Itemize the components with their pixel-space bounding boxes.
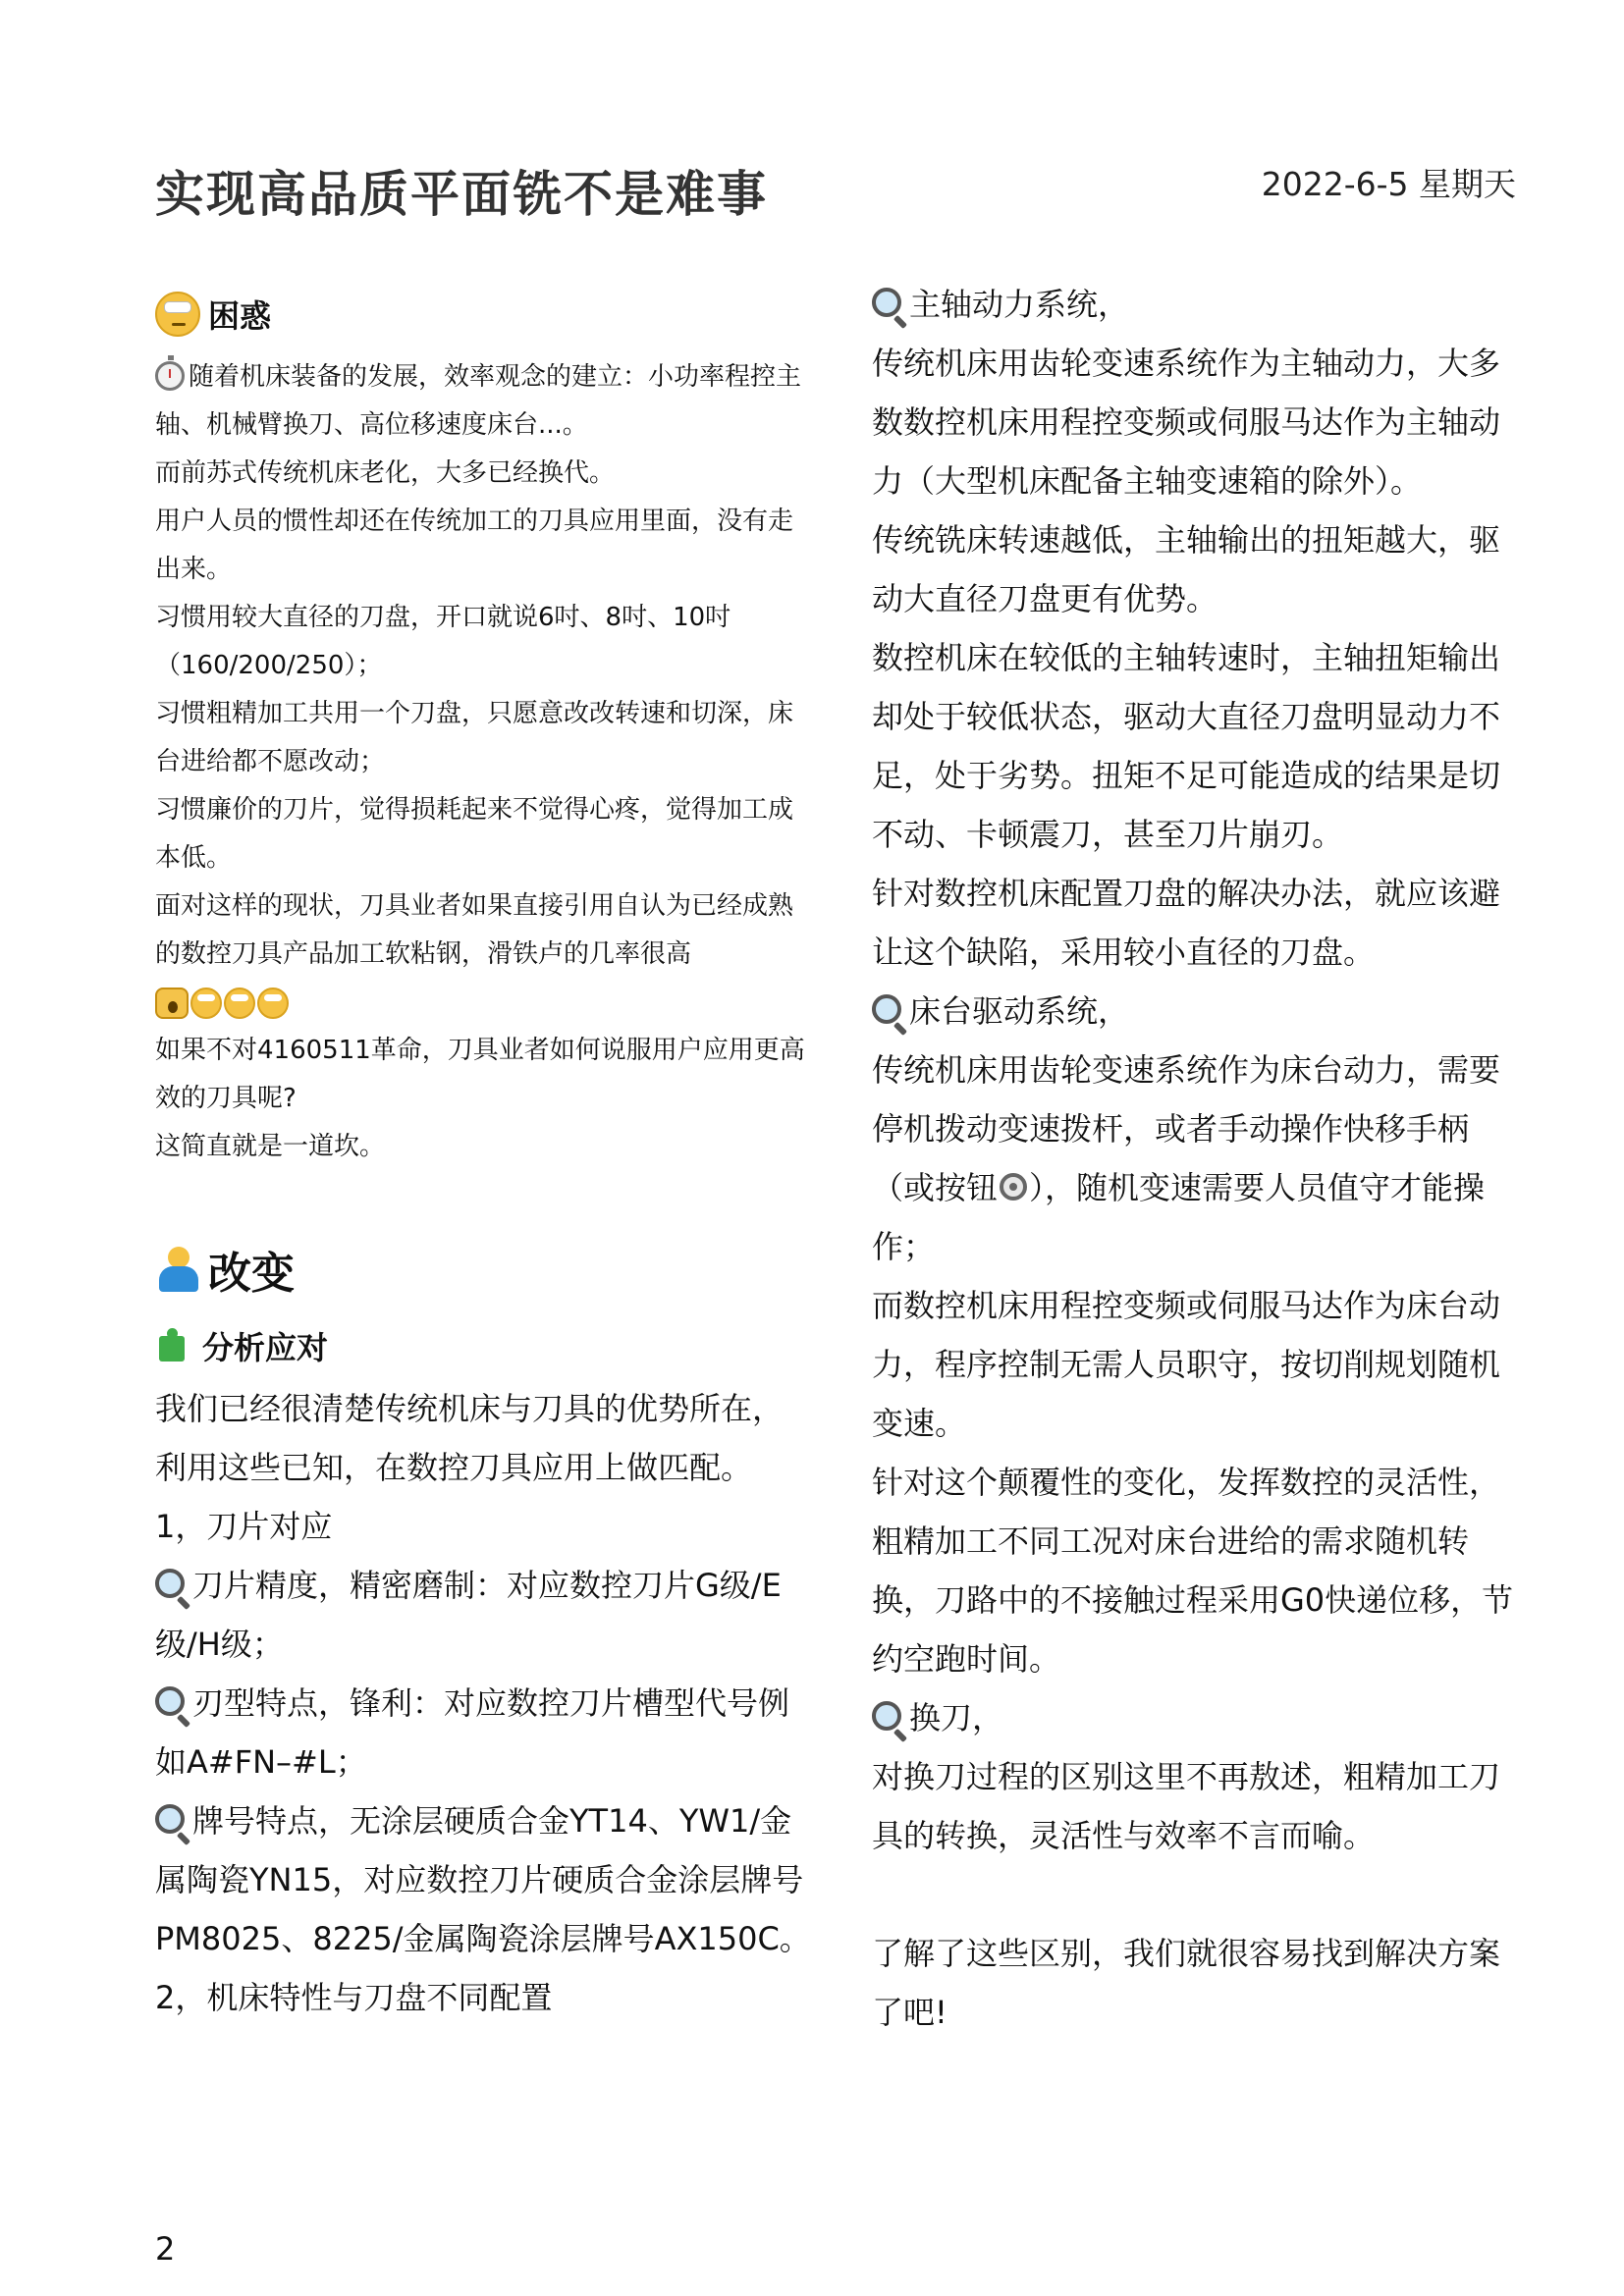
change-heading-label: 改变 <box>208 1249 295 1299</box>
analysis-heading-label: 分析应对 <box>202 1329 329 1366</box>
spindle-paragraph: 传统铣床转速越低，主轴输出的扭矩越大，驱动大直径刀盘更有优势。 <box>872 521 1501 617</box>
spindle-paragraph: 数控机床在较低的主轴转速时，主轴扭矩输出却处于较低状态，驱动大直径刀盘明显动力不足，处于劣势。扭矩不足可能造成的结果是切不动、卡顿震刀，甚至刀片崩刃。 <box>872 639 1501 853</box>
magnifying-glass-icon <box>155 1569 185 1598</box>
analysis-paragraph: 刀片精度，精密磨制：对应数控刀片G级/E级/H级； <box>155 1567 782 1663</box>
table-drive-paragraph: 传统机床用齿轮变速系统作为床台动力，需要停机拨动变速拨杆，或者手动操作快移手柄（或按钮 ），随机变速需要人员值守才能操作； <box>872 1051 1501 1265</box>
section-spacer <box>155 1171 813 1230</box>
magnifying-glass-icon <box>872 1701 901 1731</box>
radio-button-icon <box>1000 1173 1027 1201</box>
page-date: 2022-6-5 星期天 <box>1261 165 1516 203</box>
page-title: 实现高品质平面铣不是难事 <box>155 166 768 223</box>
confusion-paragraph: 随着机床装备的发展，效率观念的建立：小功率程控主轴、机械臂换刀、高位移速度床台...。 <box>155 362 802 440</box>
confusion-paragraph: 面对这样的现状，刀具业者如果直接引用自认为已经成熟的数控刀具产品加工软粘钢，滑铁卢的几率很高 <box>155 891 794 969</box>
section-spacer <box>872 1865 1520 1924</box>
magnifying-glass-icon <box>155 1804 185 1834</box>
confusion-heading <box>155 285 813 344</box>
person-gesturing-no-icon <box>155 1245 202 1294</box>
confusion-paragraph: 习惯廉价的刀片，觉得损耗起来不觉得心疼，觉得加工成本低。 <box>155 795 794 873</box>
confusion-body <box>155 353 813 1171</box>
analysis-paragraph: 1，刀片对应 <box>155 1508 333 1545</box>
table-drive-paragraph: 针对这个颠覆性的变化，发挥数控的灵活性，粗精加工不同工况对床台进给的需求随机转换，刀路中的不接触过程采用G0快递位移，节约空跑时间。 <box>872 1464 1514 1678</box>
spindle-paragraph: 传统机床用齿轮变速系统作为主轴动力，大多数数控机床用程控变频或伺服马达作为主轴动力（大型机床配备主轴变速箱的除外）。 <box>872 345 1501 500</box>
table-drive-paragraph: 而数控机床用程控变频或伺服马达作为床台动力，程序控制无需人员职守，按切削规划随机变速。 <box>872 1287 1501 1442</box>
puzzle-piece-icon <box>155 1327 192 1364</box>
magnifying-glass-icon <box>872 994 901 1024</box>
confusion-paragraph: 如果不对4160511革命，刀具业者如何说服用户应用更高效的刀具呢? <box>155 1036 805 1113</box>
confusion-heading-label: 困惑 <box>208 297 272 335</box>
stopwatch-icon <box>155 361 185 391</box>
bandaged-face-icon <box>190 988 222 1019</box>
left-column <box>155 285 813 2027</box>
emoji-row <box>155 979 813 1027</box>
bandaged-face-icon <box>257 988 289 1019</box>
page-number: 2 <box>155 2230 176 2268</box>
right-column <box>872 275 1520 2042</box>
confusion-paragraph: 习惯用较大直径的刀盘，开口就说6吋、8吋、10吋（160/200/250）； <box>155 603 731 680</box>
spindle-paragraph: 针对数控机床配置刀盘的解决办法，就应该避让这个缺陷，采用较小直径的刀盘。 <box>872 875 1501 971</box>
bandaged-face-icon <box>155 292 200 337</box>
analysis-body <box>155 1379 813 2027</box>
confusion-paragraph: 用户人员的惯性却还在传统加工的刀具应用里面，没有走出来。 <box>155 507 794 584</box>
analysis-paragraph: 牌号特点，无涂层硬质合金YT14、YW1/金属陶瓷YN15，对应数控刀片硬质合金涂层牌号PM8025、8225/金属陶瓷涂层牌号AX150C。 <box>155 1802 811 1957</box>
confusion-paragraph: 习惯粗精加工共用一个刀盘，只愿意改改转速和切深，床台进给都不愿改动； <box>155 699 794 776</box>
tool-change-paragraph: 对换刀过程的区别这里不再敖述，粗精加工刀具的转换，灵活性与效率不言而喻。 <box>872 1758 1501 1854</box>
analysis-heading <box>155 1314 813 1377</box>
conclusion-paragraph: 了解了这些区别，我们就很容易找到解决方案了吧! <box>872 1935 1501 2031</box>
bandaged-face-icon <box>224 988 255 1019</box>
confusion-paragraph: 而前苏式传统机床老化，大多已经换代。 <box>155 458 616 488</box>
tool-change-heading: 换刀， <box>872 1688 1520 1747</box>
table-drive-heading: 床台驱动系统， <box>872 982 1520 1041</box>
analysis-paragraph: 我们已经很清楚传统机床与刀具的优势所在，利用这些已知，在数控刀具应用上做匹配。 <box>155 1390 785 1486</box>
magnifying-glass-icon <box>155 1686 185 1716</box>
change-heading <box>155 1230 813 1308</box>
spindle-heading: 主轴动力系统， <box>872 275 1520 334</box>
analysis-paragraph: 2，机床特性与刀盘不同配置 <box>155 1979 553 2016</box>
magnifying-glass-icon <box>872 288 901 317</box>
screaming-cat-icon <box>155 988 189 1019</box>
confusion-paragraph: 这简直就是一道坎。 <box>155 1132 386 1161</box>
analysis-paragraph: 刃型特点，锋利：对应数控刀片槽型代号例如A#FN–#L； <box>155 1684 790 1781</box>
